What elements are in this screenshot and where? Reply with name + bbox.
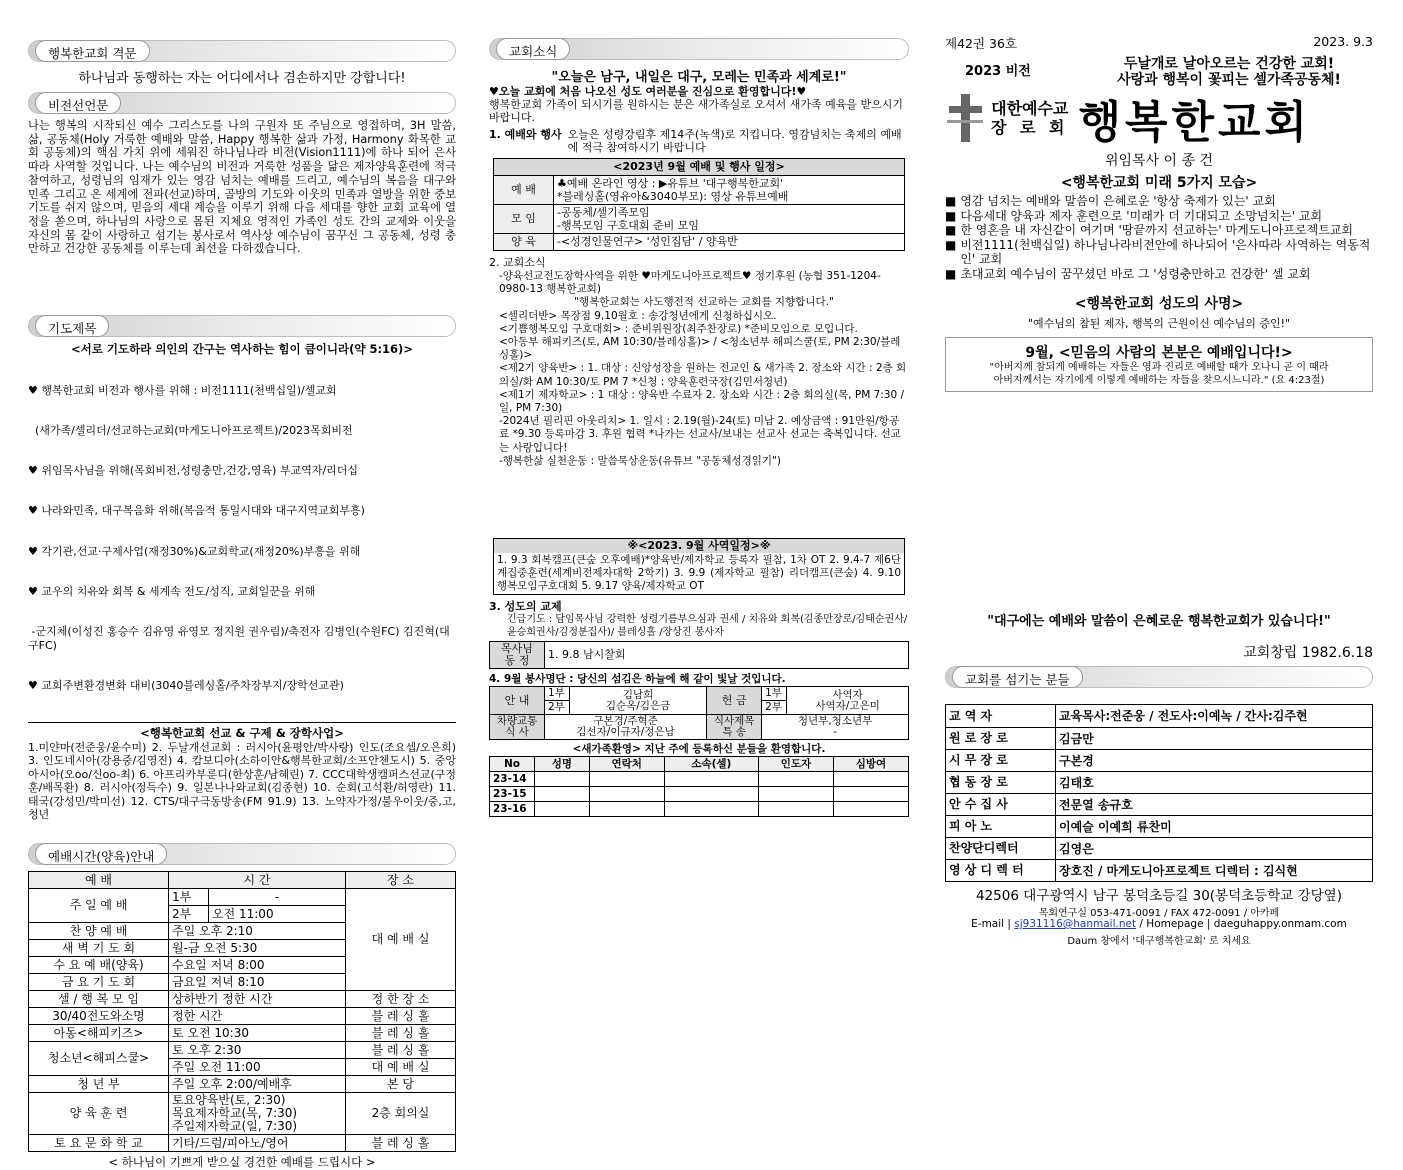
item1-label: 1. 예배와 행사	[489, 128, 562, 141]
sched2-box: ※<2023. 9월 사역일정>※ 1. 9.3 회복캠프(큰숲 오후예배)*양육반/제자학교 등록자 필참, 1차 OT 2. 9.4-7 제6단계집중훈련(세계비전제자대학 2학기) 3. 9.9 (제자학교 필참) 리더캠프(큰숲) 4. 9.10 행복모임구호대회 5. 9.17 양육/제자학교 OT	[493, 538, 905, 595]
daum-search: Daum 창에서 '대구행복한교회' 로 치세요	[1067, 936, 1251, 947]
founded: 교회창립 1982.6.18	[1243, 645, 1373, 661]
worship-place: 대 예 배 실	[346, 888, 456, 990]
future-item: ■ 초대교회 예수님이 꿈꾸셨던 바로 그 '성령충만하고 건강한' 셀 교회	[945, 266, 1311, 281]
news-item: "행복한교회는 사도행전적 선교하는 교회를 지향합니다."	[574, 296, 834, 309]
motto-text: 하나님과 동행하는 자는 어디에서나 겸손하지만 강합니다!	[78, 71, 406, 86]
future-title: <행복한교회 미래 5가지 모습>	[1060, 175, 1258, 191]
news-item: <제2기 양육반> : 1. 대상 : 신앙성장을 원하는 전교인 & 새가족 2. 장소와 시간 : 2층 회의실/화 AM 10:30/토 PM 7 *신청 : 양육훈련국장(김민서청년)	[499, 362, 907, 388]
worship-col-header: 시 간	[169, 871, 346, 888]
worship-footer: < 하나님이 기쁘게 받으실 경건한 예배를 드립시다 >	[108, 1154, 376, 1169]
prayer-item: ♥ 각기관,선교·구제사업(재정30%)&교회학교(재정20%)부흥을 위해	[28, 544, 361, 558]
item1-text: 오늘은 성령강림후 제14주(녹색)로 지킵니다. 영감넘치는 축제의 예배에 적극 참여하시기 바랍니다	[567, 128, 902, 154]
vision-tab: 비전선언문	[35, 92, 121, 114]
slogan: "오늘은 남구, 내일은 대구, 모레는 민족과 세계로!"	[551, 70, 847, 85]
servant-role: 안 수 집 사	[946, 794, 1056, 816]
prayer-item: (새가족/셀리더/선교하는교회(마게도니아프로젝트)/2023목회비전	[28, 424, 353, 438]
servants-table: 교 역 자 교육목사:전준웅 / 전도사:이예녹 / 간사:김주현 원 로 장 로 김금만 시 무 장 로 구본경 협 동 장 로 김태호 안 수 집 사 전문열 송규호 피 아 노 이예슬 이예희 류찬미 찬양단디렉터 김영은 영 상 디 렉 터 장호진 / 마게도니아프로젝트 디렉터 : 김식현	[945, 704, 1373, 882]
church-name: 행복한교회	[1078, 97, 1312, 148]
cross-icon	[945, 94, 985, 142]
future-item: ■ 비전1111(천백십일) 하나님나라비전안에 하나되어 '은사따라 사역하는 역동적인' 교회	[945, 237, 1371, 266]
month-title: 9월, <믿음의 사람의 본분은 예배입니다!>	[1025, 345, 1293, 361]
motto-header	[28, 40, 456, 62]
month-box	[945, 337, 1373, 392]
contact-line	[945, 918, 1373, 930]
church-motto: "대구에는 예배와 말씀이 은혜로운 행복한교회가 있습니다!"	[987, 614, 1331, 629]
church-logo	[945, 92, 1373, 148]
worship-col-header: 장 소	[346, 871, 456, 888]
prayer-item: ♥ 위임목사님을 위해(목회비전,성령충만,건강,영육) 부교역자/리더십	[28, 464, 359, 478]
future-item: ■ 다음세대 양육과 제자 훈련으로 '미래가 더 기대되고 소망넘치는' 교회	[945, 208, 1323, 223]
left-column	[28, 0, 456, 1170]
news-item: <셀리더반> 목장점 9,10월호 : 송강청년에게 신청하십시오.	[499, 309, 777, 322]
service-title: 4. 9월 봉사명단 : 당신의 섬김은 하늘에 해 같이 빛날 것입니다.	[489, 673, 786, 685]
prayer-item: ♥ 나라와민족, 대구복음화 위해(복음적 통일시대와 대구지역교회부흥)	[28, 504, 365, 518]
future-item: ■ 한 영혼을 내 자신같이 여기며 '땅끝까지 선교하는' 마게도니아프로젝트교회	[945, 223, 1353, 237]
news-item: <제1기 제자학교> : 1 대상 : 양육반 수료자 2. 장소와 시간 : 2층 회의실(목, PM 7:30 / 일, PM 7:30)	[499, 388, 905, 415]
pastor-name: 위임목사 이 종 건	[1104, 153, 1214, 169]
bulletin-date: 2023. 9.3	[1313, 34, 1373, 49]
motto-tab: 행복한교회 격문	[35, 40, 150, 62]
pastor-table: 목사님 동 정 1. 9.8 남시찰회	[489, 641, 909, 669]
servant-role: 찬양단디렉터	[946, 838, 1056, 860]
news-item: <아동부 해피키즈(토, AM 10:30/블레싱홀)> / <청소년부 해피스쿨(토, PM 2:30/블레싱홀)>	[499, 336, 901, 362]
worship-name: 주 일 예 배	[29, 888, 169, 922]
welcome: ♥오늘 교회에 처음 나오신 성도 여러분을 진심으로 환영합니다!♥	[489, 85, 807, 98]
news-item: <기쁨행복모임 구호대회> : 준비위원장(최주찬장로) *준비모임으로 모입니다.	[499, 322, 858, 335]
saints-text: 긴급기도 : 담임목사님 강력한 성령기름부으심과 권세 / 치유와 회복(김종만장로/김태순권사/윤승희권사/김정분집사)/ 블레싱홀 /장상진 봉사자	[507, 614, 908, 638]
worship-tab: 예배시간(양육)안내	[35, 843, 167, 865]
worship-col-header: 예 배	[29, 871, 169, 888]
right-column	[945, 0, 1373, 947]
address: 42506 대구광역시 남구 봉덕초등길 30(봉덕초등학교 강당옆)	[976, 888, 1342, 904]
servant-role: 협 동 장 로	[946, 772, 1056, 794]
future-item: ■ 영감 넘치는 예배와 말씀이 은혜로운 '항상 축제가 있는' 교회	[945, 194, 1276, 208]
vision-label: 2023 비전	[965, 64, 1031, 79]
homepage: / Homepage | daeguhappy.onmam.com	[1139, 918, 1347, 930]
mission-list: 1.미얀마(전준웅/윤수미) 2. 두날개선교회 : 러시아(윤평안/박사랑) 인도(조요셉/오은희) 3. 인도네시아(강용중/김영진) 4. 캄보디아(소하이안&행복한교회/소프안첸도시) 5. 중앙아시아(오oo/신oo-최) 6. 아프리카부룬디(한상훈/남혜린) 7. CCC대학생캠퍼스선교(구정훈/배목환) 8. 러시아(정득수) 9. 일본나나와교회(김종현) 10. 순회(고석환/허영란) 11. 태국(강성민/박미선) 12. CTS/대구극동방송(FM 91.9) 13. 노약자가정/불우이웃/중,고,청년	[28, 740, 456, 821]
prayer-title: <서로 기도하라 의인의 간구는 역사하는 힘이 큼이니라(약 5:16)>	[71, 342, 413, 356]
welcome-detail: 행복한교회 가족이 되시기를 원하시는 분은 새가족실로 오셔서 새가족 예육을 받으시기 바랍니다.	[489, 98, 904, 124]
mission-text: "예수님의 참된 제자, 행복의 근원이신 예수님의 증인!"	[1027, 317, 1291, 330]
email-label: E-mail |	[971, 918, 1011, 930]
prayer-item: ♥ 교우의 치유와 회복 & 세계속 전도/성직, 교회일꾼을 위해	[28, 584, 316, 598]
vision-header	[28, 92, 456, 114]
news-item: -2024년 필리핀 아웃리치> 1. 일시 : 2.19(월)-24(토) 미남 2. 예상금액 : 91만원/항공료 *9.30 등록마감 3. 후원 협력 *나가는 선교사/보내는 선교사 선교는 축복입니다. 선교는 사랑입니다!	[499, 415, 901, 454]
vision-line1: 두날개로 날아오르는 건강한 교회!	[1123, 56, 1335, 72]
servant-role: 영 상 디 렉 터	[946, 860, 1056, 882]
schedule-table: <2023년 9월 예배 및 행사 일정> 예 배 ♣예배 온라인 영상 : ▶유튜브 '대구행복한교회' *블레싱홀(영유아&3040부모): 영상 유튜브예배 모 임 -공동체/셀기족모임 -행복모임 구호대회 준비 모임 양 육 -<성경인물연구> '성인집담' / 양육반	[493, 158, 905, 251]
mission-title: <행복한교회 선교 & 구제 & 장학사업>	[140, 725, 344, 740]
prayer-list	[28, 357, 456, 719]
servants-tab: 교회를 섬기는 분들	[952, 666, 1083, 688]
news2-title: 2. 교회소식	[489, 256, 546, 269]
future-list	[945, 194, 1373, 281]
email-link[interactable]: sj931116@hanmail.net	[1014, 918, 1137, 930]
volume: 제42권 36호	[945, 36, 1018, 51]
servant-role: 원 로 장 로	[946, 728, 1056, 750]
month-text-2: 아버지께서는 자기에게 이렇게 예배하는 자들을 찾으시느니라." (요 4:23절)	[993, 374, 1325, 386]
news-item: -양육선교전도장학사역을 위한 ♥마게도니아프로젝트♥ 정기후원 (농협 351-1204-0980-13 행복한교회)	[499, 270, 881, 296]
middle-column	[489, 0, 909, 817]
prayer-item: ♥ 행복한교회 비전과 행사를 위해 : 비전1111(천백십일)/셀교회	[28, 383, 337, 397]
news-item: -행복한삶 실천운동 : 말씀묵상운동(유튜브 "공동체성경읽기")	[499, 454, 781, 467]
prayer-tab: 기도제목	[35, 315, 109, 337]
worship-table: 예 배 시 간 장 소 주 일 예 배 1부 - 대 예 배 실 2부 오전 11:00 찬 양 예 배 주일 오후 2:10 새 벽 기 도 회 월-금 오전 5:30 수 요 예 배(양육) 수요일 저녁 8:00 금 요 기 도 회 금요일 저녁 8:10 셀 / 행 복 모 임 상하반기 정한 시간 정 한 장 소 30/40전도와소명 정한 시간 블 레 싱 홀 아동<해피키즈> 토 오전 10:30 블 레 싱 홀 청소년<해피스쿨> 토 오후 2:30 블 레 싱 홀 주일 오전 11:00 대 예 배 실 청 년 부 주일 오후 2:00/예배후 본 당 양 육 훈 련 토요양육반(토, 2:30) 목요제자학교(목, 7:30) 주일제자학교(일, 7:30) 2층 회의실 토 요 문 화 학 교 기타/드럼/피아노/영어 블 레 싱 홀	[28, 871, 456, 1152]
month-text-1: "아버지께 참되게 예배하는 자들은 영과 진리로 예배할 때가 오나니 곧 이 때라	[989, 362, 1329, 373]
prayer-item: -군지체(이성진 홍승수 김유영 유영모 정지원 권우림)/축전자 김병인(수원FC) 김진혁(대구FC)	[28, 625, 450, 652]
phone: 목회연구실 053-471-0091 / FAX 472-0091 / 아카페	[1038, 908, 1280, 919]
vision-statement: 나는 행복의 시작되신 예수 그리스도를 나의 구원자 또 주님으로 영접하며, 3H 말씀, 삶, 공동체(Holy 거룩한 예배와 말씀, Happy 행복한 삶과 가정, Harmony 화목한 교회 공동체)의 핵심 가치 위에 세워진 하나님나라 비전(Vision1111)에 하나 되어 은사 따라 사역할 것입니다. 나는 예수님의 비전과 거룩한 성품을 닮은 제자양육훈련에 적극 참여하고, 성령님의 임재가 있는 영감 넘치는 예배를 드리고, 예수님의 복음을 대구와 민족 그리고 온 세계에 전파(선교)하며, 골방의 기도와 이웃의 민족과 열방을 위한 중보기도를 쉬지 않으며, 믿음의 세대 계승을 이루기 위해 다음 세대를 향한 교회 교육에 열정을 쏟으며, 하나님의 사랑으로 몸된 지체요 영적인 가족인 성도 간의 교제와 이웃을 자신의 몸 같이 사랑하고 섬기는 봉사로서 역사상 예수님이 꿈꾸신 그 공동체, 성령 충만하고 건강한 공동체를 이루는데 최선을 다하겠습니다.	[28, 119, 456, 256]
worship-header	[28, 843, 456, 865]
mission-title: <행복한교회 성도의 사명>	[1074, 296, 1244, 312]
servants-header	[945, 666, 1373, 688]
saints-title: 3. 성도의 교제	[489, 600, 562, 613]
denomination-1: 대한예수교	[991, 99, 1069, 118]
news2-list	[489, 270, 909, 538]
servant-role: 교 역 자	[946, 705, 1056, 728]
vision-line2: 사랑과 행복이 꽃피는 셀가족공동체!	[1117, 72, 1341, 88]
newfam-table: No 성명 연락처 소속(셀) 인도자 심방여 23-14 23-15 23-16	[489, 756, 909, 817]
news-header	[489, 38, 909, 60]
prayer-header	[28, 315, 456, 337]
denomination-2: 장 로 회	[991, 118, 1069, 137]
newfam-title: <새가족환영> 지난 주에 등록하신 분들을 환영합니다.	[572, 743, 826, 755]
servant-role: 피 아 노	[946, 816, 1056, 838]
servant-role: 시 무 장 로	[946, 750, 1056, 772]
prayer-item: ♥ 교회주변환경변화 대비(3040블레싱홀/주차장부지/장학선교관)	[28, 678, 344, 692]
news-tab: 교회소식	[496, 38, 570, 60]
service-table: 안 내 1부 김남희 김순옥/김은금 헌 금 1부 사역자 사역자/고은미 2부 2부 차량교통 식 사 구본경/주혁준 김선자/이규자/정은남 식사제목 특 송 청년부,청소년부 -	[489, 686, 909, 740]
